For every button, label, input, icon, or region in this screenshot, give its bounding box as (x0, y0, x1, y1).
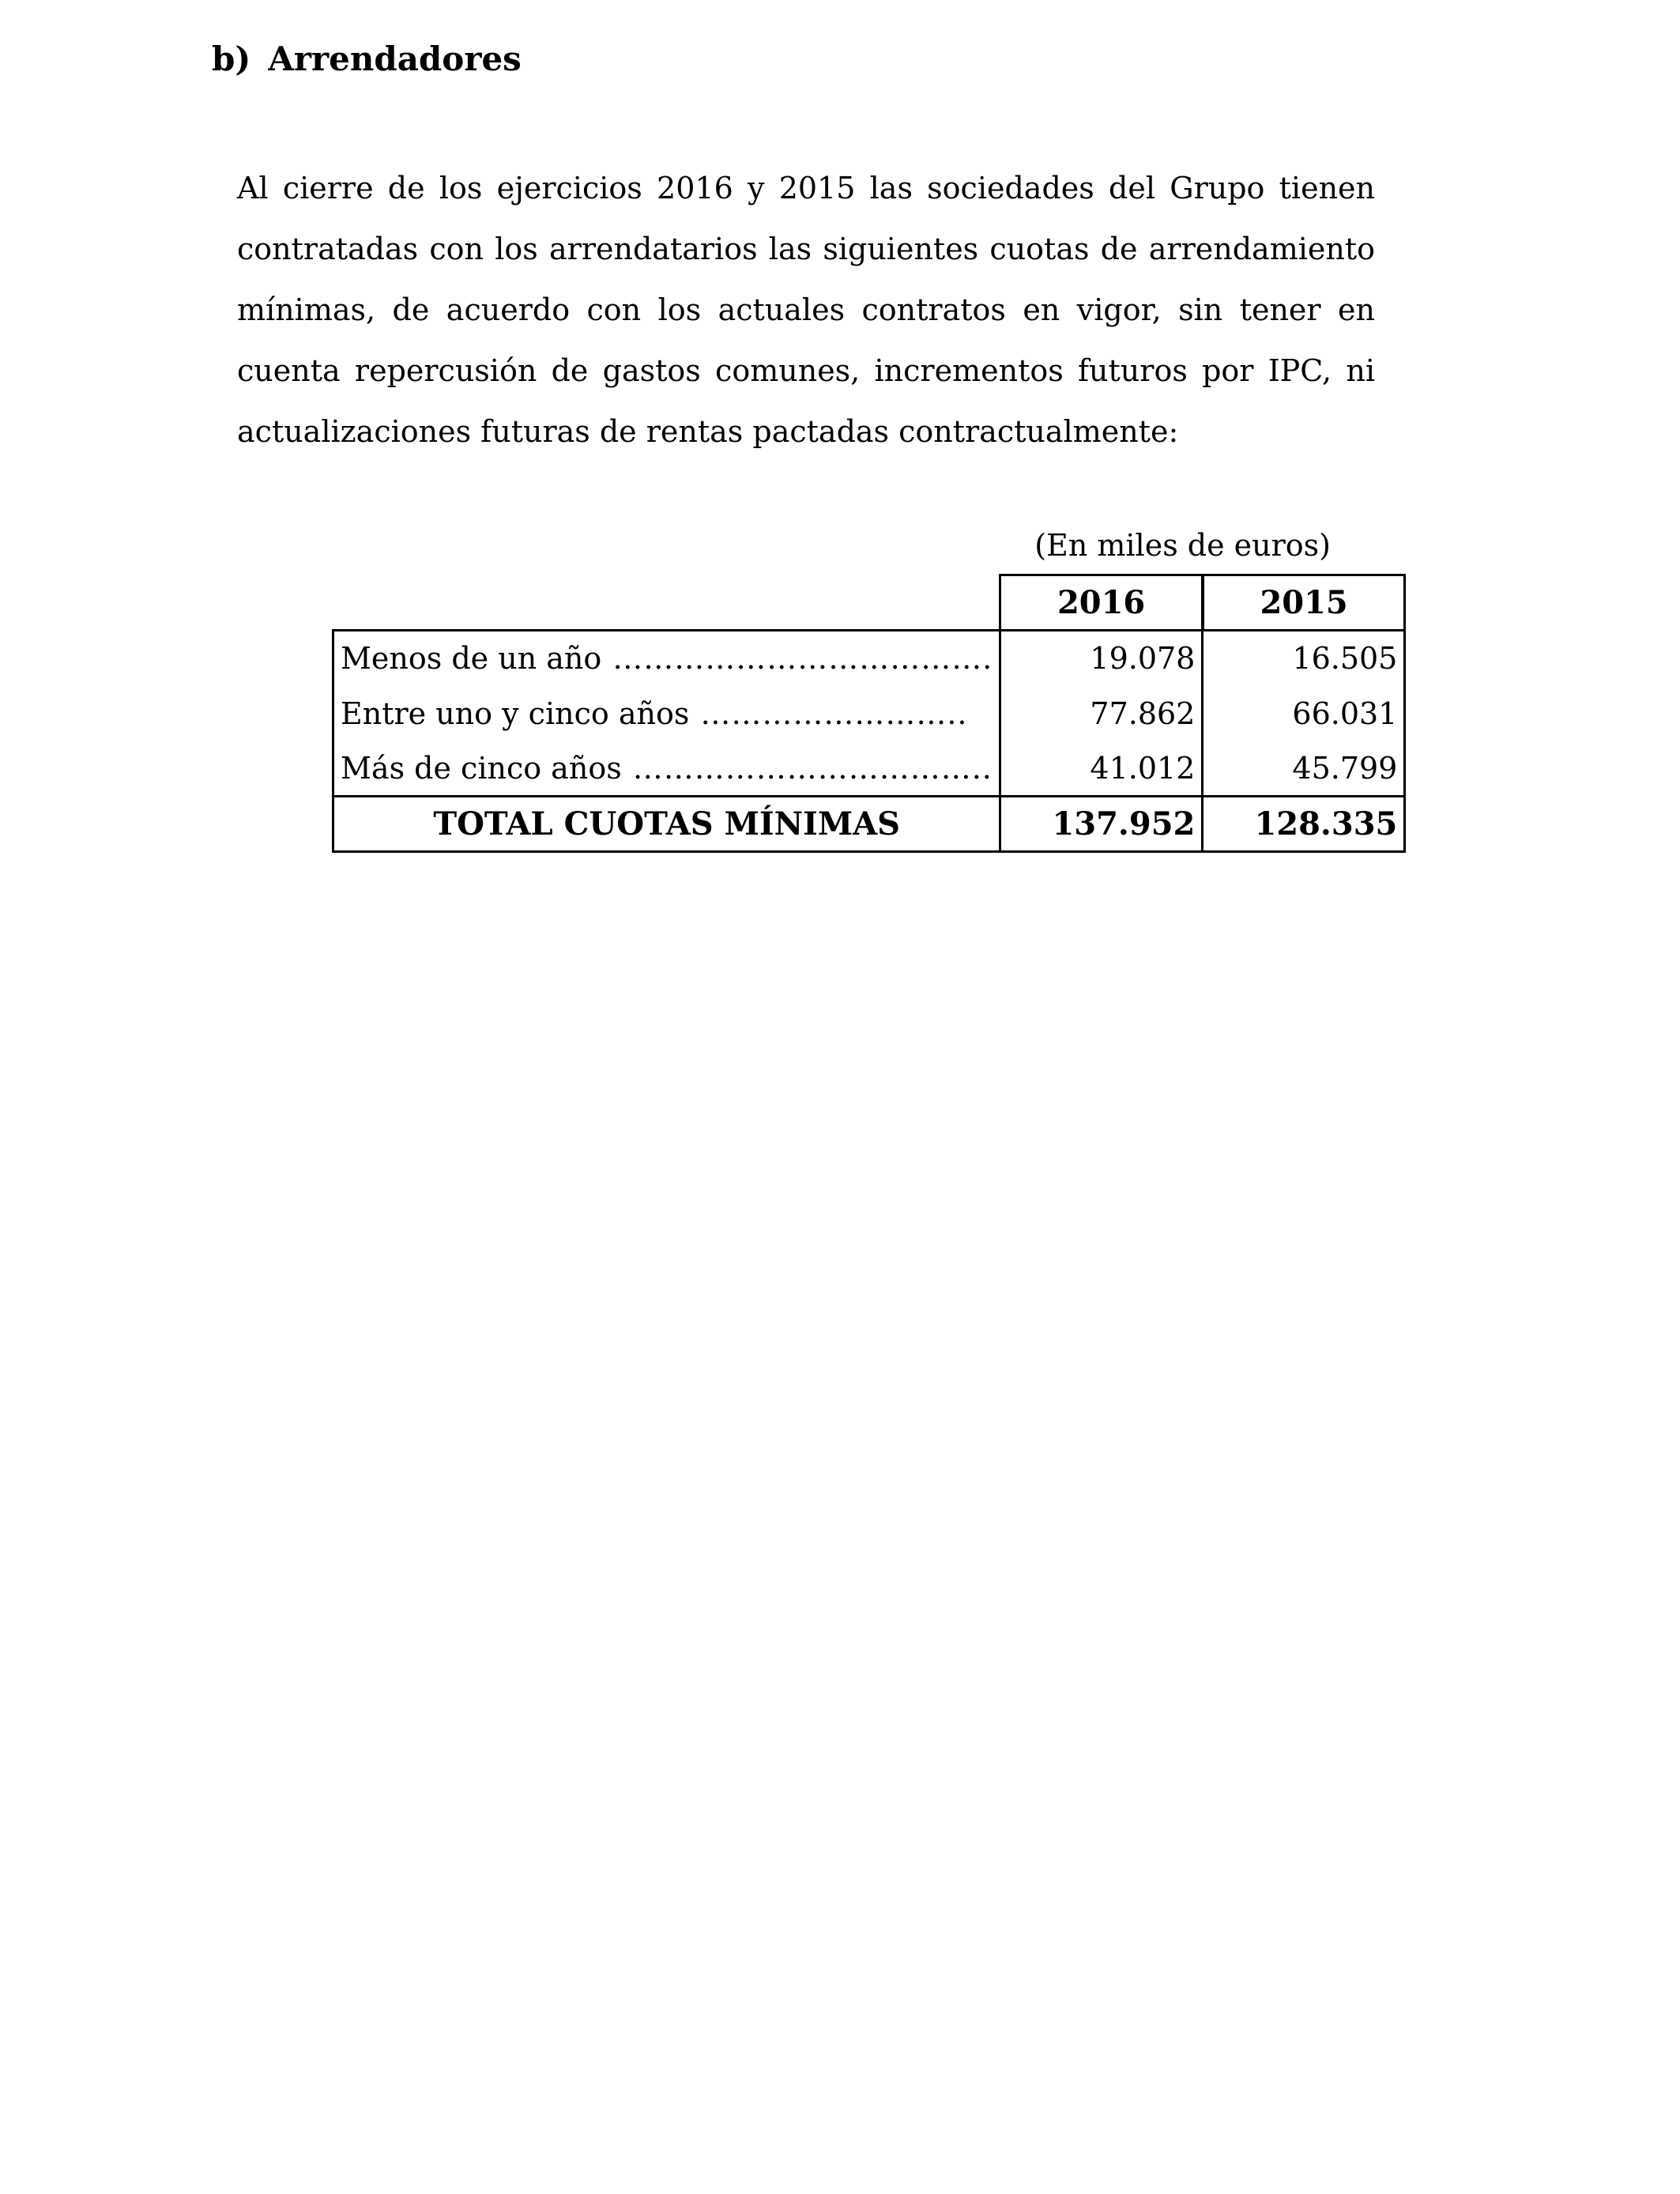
section-marker: b) (212, 40, 251, 78)
row-label (333, 686, 1000, 741)
value-2015: 45.799 (1203, 741, 1405, 797)
row-label-text: Menos de un año (341, 641, 602, 677)
column-header-2015: 2015 (1203, 575, 1405, 631)
dot-leader: ………………………………. (612, 641, 993, 677)
header-blank-cell (333, 575, 1000, 631)
table-header-row (333, 575, 1405, 631)
value-2016: 77.862 (1000, 686, 1203, 741)
dot-leader: …………………………….. (632, 750, 993, 786)
unit-note: (En miles de euros) (1034, 528, 1331, 563)
minimum-lease-payments-table (332, 574, 1406, 853)
total-2016: 137.952 (1000, 797, 1203, 852)
value-2015: 16.505 (1203, 631, 1405, 686)
table-row (333, 686, 1405, 741)
total-row (333, 797, 1405, 852)
row-label-text: Entre uno y cinco años (341, 696, 690, 731)
value-2016: 41.012 (1000, 741, 1203, 797)
row-label (333, 741, 1000, 797)
total-2015: 128.335 (1203, 797, 1405, 852)
row-label (333, 631, 1000, 686)
column-header-2016: 2016 (1000, 575, 1203, 631)
intro-paragraph: Al cierre de los ejercicios 2016 y 2015 las sociedades del Grupo tienen contratadas con los arrendatarios las siguientes cuotas de arrendamiento mínimas, de acuerdo con los actuales contratos en vigor, sin tener en cuenta repercusión de gastos comunes, incrementos futuros por IPC, ni actualizaciones futuras de rentas pactadas contractualmente: (237, 171, 1375, 449)
value-2015: 66.031 (1203, 686, 1405, 741)
value-2016: 19.078 (1000, 631, 1203, 686)
section-title: Arrendadores (268, 40, 522, 78)
total-label: TOTAL CUOTAS MÍNIMAS (333, 797, 1000, 852)
row-label-text: Más de cinco años (341, 750, 622, 786)
table-row (333, 741, 1405, 797)
dot-leader: …………………….. (700, 696, 968, 731)
table-row (333, 631, 1405, 686)
section-heading (212, 40, 522, 78)
